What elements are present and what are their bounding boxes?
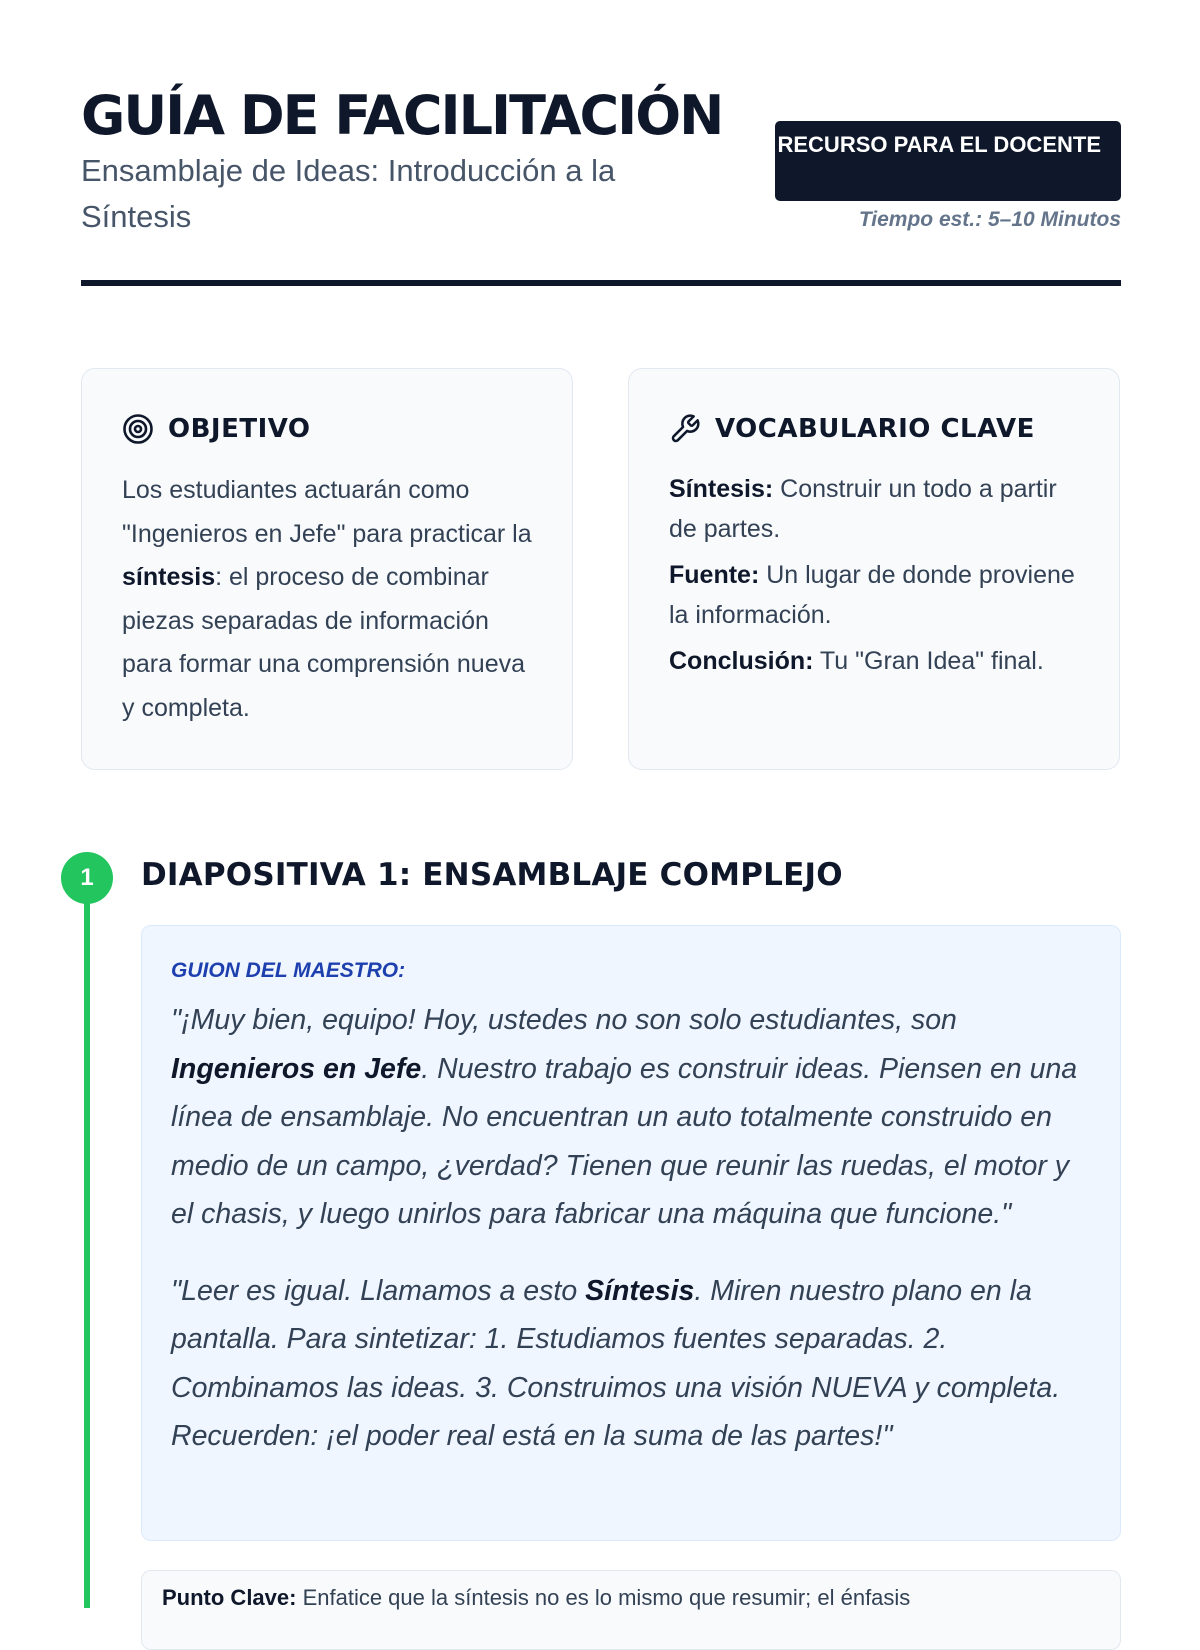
script-label: GUION DEL MAESTRO: <box>171 959 406 982</box>
objective-keyword: síntesis <box>122 563 216 591</box>
objective-text: Los estudiantes actuarán como "Ingenieros en Jefe" para practicar la síntesis: el proceso de combinar piezas separadas de información para formar una comprensión nueva y completa. <box>122 476 532 722</box>
vocabulary-header <box>669 409 1079 449</box>
script-paragraph: "Leer es igual. Llamamos a esto Síntesis. Miren nuestro plano en la pantalla. Para sintetizar: 1. Estudiamos fuentes separadas. 2. Combinamos las ideas. 3. Construimos una visión NUEVA y completa. Recuerden: ¡el poder real está en la suma de las partes!" <box>171 1274 1061 1452</box>
timeline-line <box>84 878 90 1608</box>
target-icon <box>122 413 154 445</box>
key-point-text: Enfatice que la síntesis no es lo mismo que resumir; el énfasis <box>296 1585 911 1610</box>
key-point-box <box>141 1570 1121 1650</box>
vocab-item: Fuente: Un lugar de donde proviene la información. <box>669 561 1075 629</box>
page-subtitle: Ensamblaje de Ideas: Introducción a la Síntesis <box>81 153 616 234</box>
vocab-item: Síntesis: Construir un todo a partir de partes. <box>669 475 1057 543</box>
header-divider <box>81 280 1121 286</box>
teacher-script-box <box>141 925 1121 1541</box>
facilitation-guide-page <box>80 0 1121 1610</box>
vocab-item: Conclusión: Tu "Gran Idea" final. <box>669 647 1044 675</box>
wrench-icon <box>669 413 701 445</box>
resource-badge: RECURSO PARA EL DOCENTE <box>775 121 1121 201</box>
objective-title: OBJETIVO <box>168 414 311 444</box>
vocabulary-title: VOCABULARIO CLAVE <box>715 414 1035 444</box>
estimated-time: Tiempo est.: 5–10 Minutos <box>858 208 1121 231</box>
slide-title: DIAPOSITIVA 1: ENSAMBLAJE COMPLEJO <box>141 857 843 893</box>
guide-header <box>81 80 1121 290</box>
script-paragraph: "¡Muy bien, equipo! Hoy, ustedes no son solo estudiantes, son Ingenieros en Jefe. Nuestro trabajo es construir ideas. Piensen en una línea de ensamblaje. No encuentran un auto totalmente construido en medio de un campo, ¿verdad? Tienen que reunir las ruedas, el motor y el chasis, y luego unirlos para fabricar una máquina que funcione." <box>171 1004 1078 1230</box>
key-point-label: Punto Clave: <box>162 1585 297 1610</box>
page-title: GUÍA DE FACILITACIÓN <box>81 84 723 147</box>
objective-header <box>122 409 532 449</box>
objective-card <box>81 368 573 770</box>
step-number-badge: 1 <box>61 852 113 904</box>
vocabulary-card <box>628 368 1120 770</box>
